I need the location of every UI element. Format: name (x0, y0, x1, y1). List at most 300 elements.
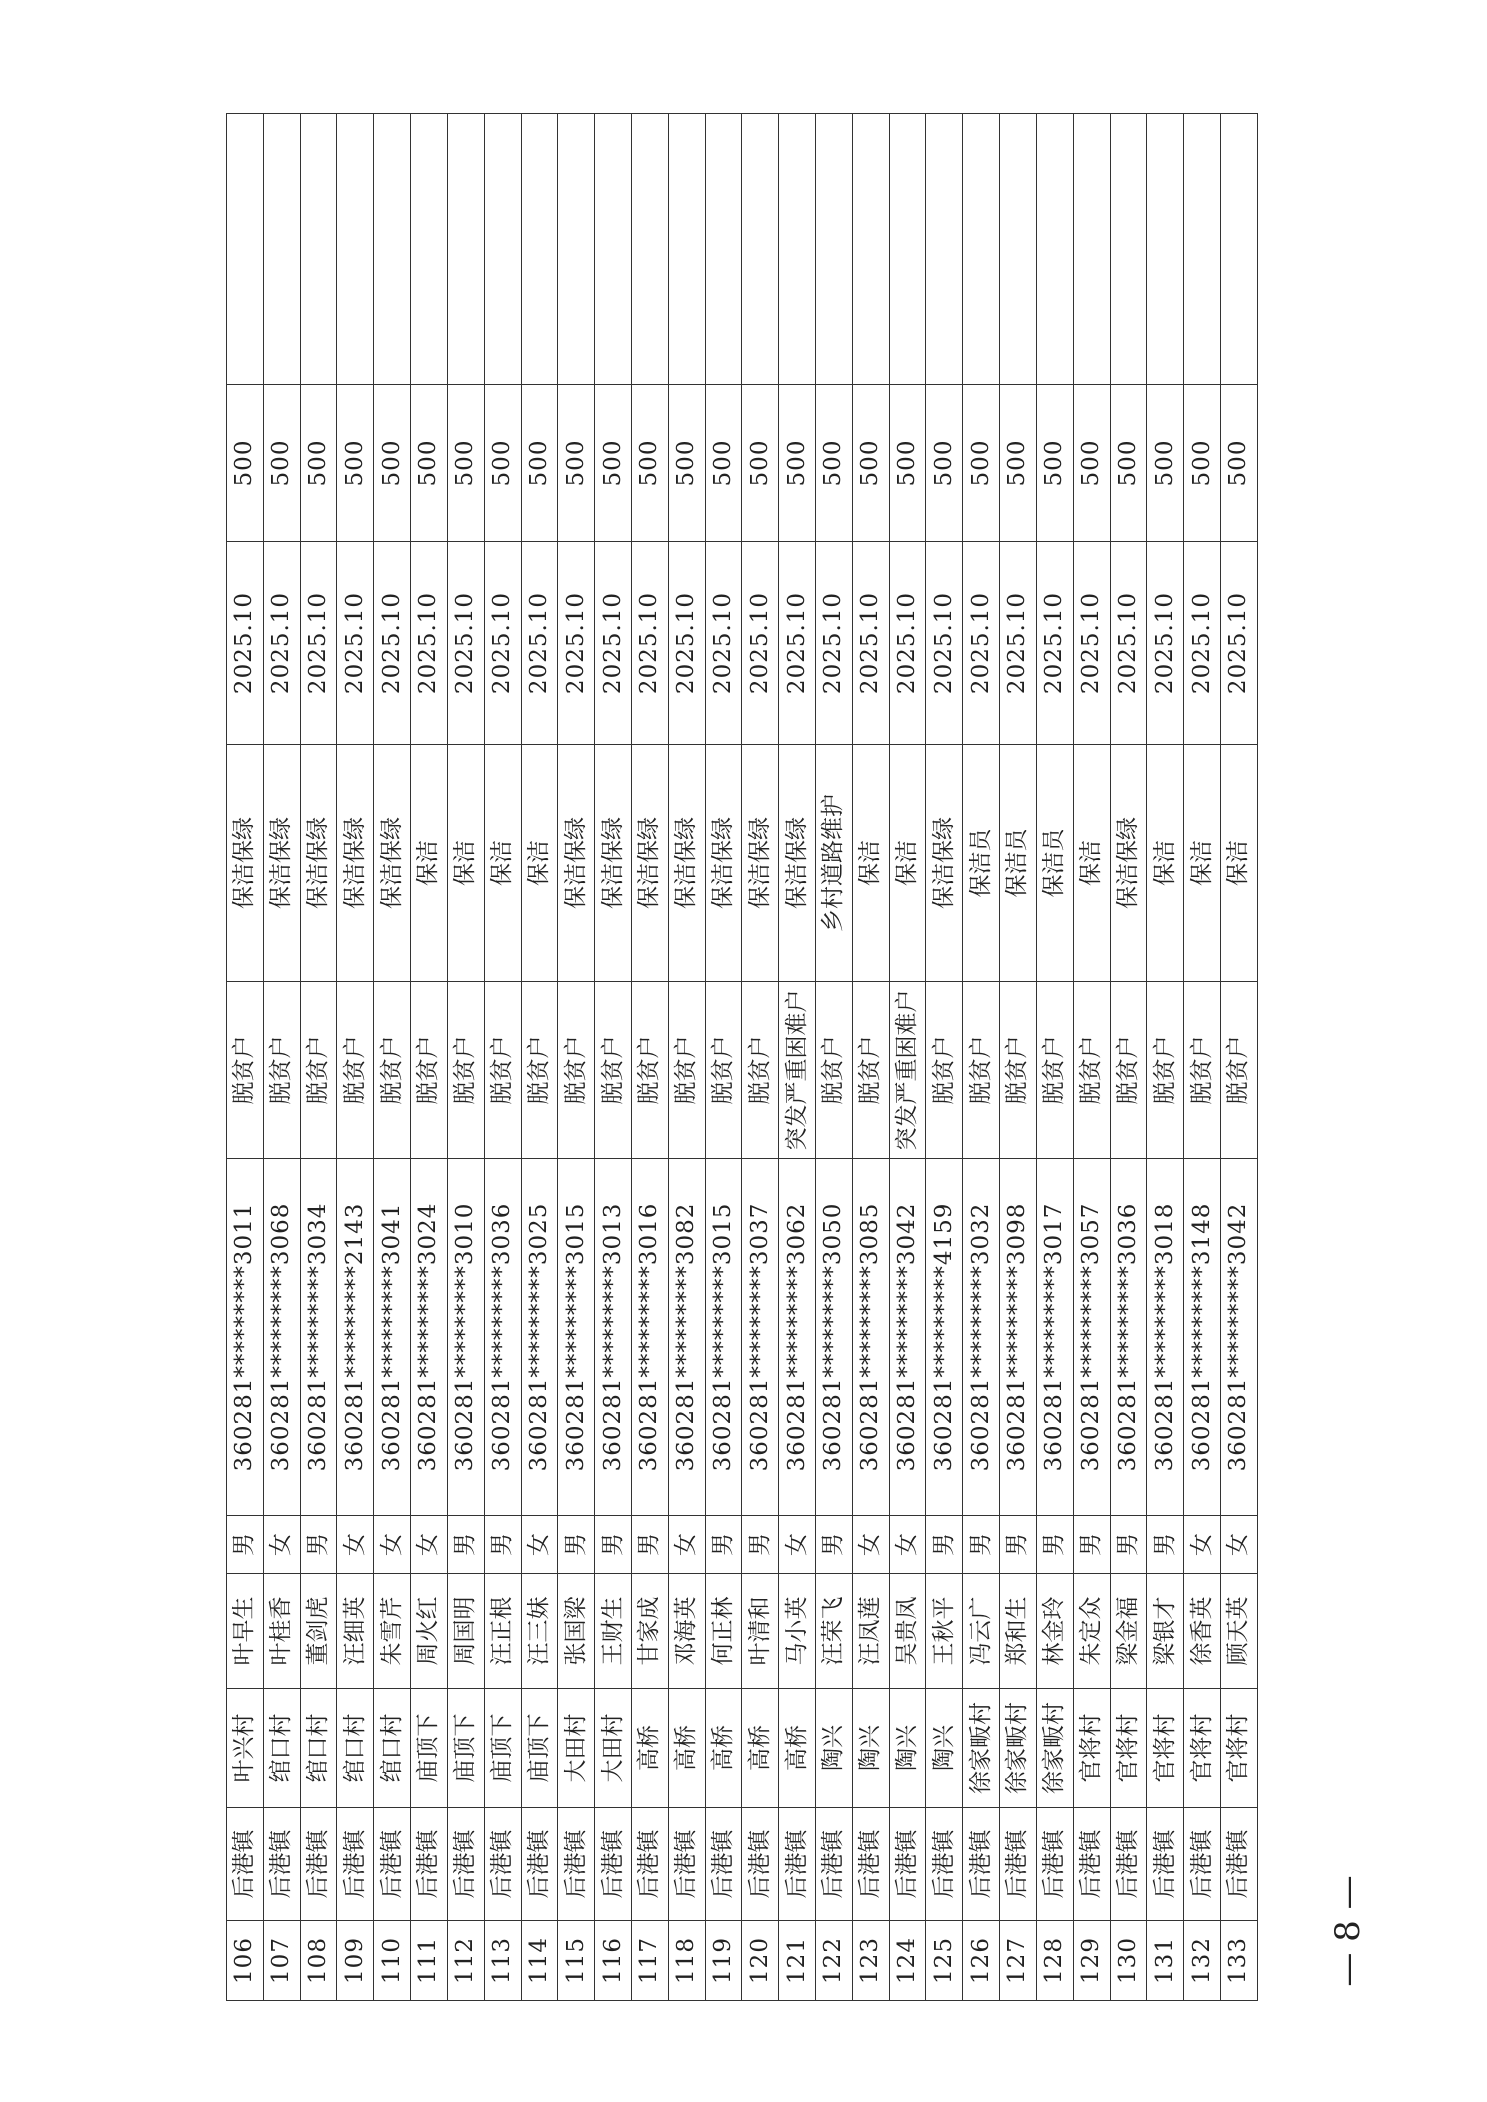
cell-village: 徐家畈村 (963, 1689, 1000, 1808)
cell-start-date: 2025.10 (1147, 542, 1184, 745)
cell-job-post: 保洁保绿 (595, 745, 632, 982)
cell-remark (742, 114, 779, 385)
cell-remark (668, 114, 705, 385)
cell-name: 汪凤莲 (852, 1574, 889, 1689)
cell-no: 133 (1220, 1921, 1257, 2001)
cell-job-post: 保洁 (889, 745, 926, 982)
cell-village: 庙顶下 (521, 1689, 558, 1808)
cell-household-category: 脱贫户 (484, 982, 521, 1159)
cell-remark (447, 114, 484, 385)
cell-name: 朱雪芹 (374, 1574, 411, 1689)
cell-id-number: 360281*********3068 (263, 1159, 300, 1516)
cell-remark (558, 114, 595, 385)
table-row (852, 114, 889, 2001)
cell-household-category: 脱贫户 (963, 982, 1000, 1159)
cell-job-post: 保洁 (1220, 745, 1257, 982)
table-row (926, 114, 963, 2001)
cell-job-post: 保洁 (484, 745, 521, 982)
cell-village: 大田村 (558, 1689, 595, 1808)
cell-name: 张国梁 (558, 1574, 595, 1689)
cell-town: 后港镇 (1036, 1808, 1073, 1921)
cell-name: 汪荣飞 (816, 1574, 853, 1689)
cell-town: 后港镇 (1110, 1808, 1147, 1921)
cell-no: 110 (374, 1921, 411, 2001)
cell-household-category: 脱贫户 (742, 982, 779, 1159)
cell-household-category: 脱贫户 (816, 982, 853, 1159)
cell-job-post: 保洁 (852, 745, 889, 982)
cell-start-date: 2025.10 (1220, 542, 1257, 745)
table-row (816, 114, 853, 2001)
cell-town: 后港镇 (668, 1808, 705, 1921)
cell-start-date: 2025.10 (263, 542, 300, 745)
cell-name: 周火红 (411, 1574, 448, 1689)
cell-household-category: 脱贫户 (705, 982, 742, 1159)
cell-gender: 女 (374, 1516, 411, 1574)
cell-town: 后港镇 (631, 1808, 668, 1921)
cell-town: 后港镇 (1000, 1808, 1037, 1921)
cell-start-date: 2025.10 (852, 542, 889, 745)
cell-village: 高桥 (668, 1689, 705, 1808)
cell-village: 庙顶下 (484, 1689, 521, 1808)
cell-remark (227, 114, 264, 385)
cell-no: 107 (263, 1921, 300, 2001)
cell-village: 陶兴 (926, 1689, 963, 1808)
cell-name: 汪正根 (484, 1574, 521, 1689)
cell-job-post: 保洁 (1147, 745, 1184, 982)
cell-remark (1147, 114, 1184, 385)
cell-village: 徐家畈村 (1000, 1689, 1037, 1808)
cell-household-category: 突发严重困难户 (779, 982, 816, 1159)
cell-name: 马小英 (779, 1574, 816, 1689)
table-row (889, 114, 926, 2001)
cell-town: 后港镇 (374, 1808, 411, 1921)
cell-village: 官将村 (1184, 1689, 1221, 1808)
cell-id-number: 360281*********3148 (1184, 1159, 1221, 1516)
cell-gender: 男 (447, 1516, 484, 1574)
cell-start-date: 2025.10 (1184, 542, 1221, 745)
cell-remark (1000, 114, 1037, 385)
cell-start-date: 2025.10 (374, 542, 411, 745)
cell-id-number: 360281*********2143 (337, 1159, 374, 1516)
table-row (595, 114, 632, 2001)
cell-town: 后港镇 (484, 1808, 521, 1921)
cell-household-category: 脱贫户 (595, 982, 632, 1159)
cell-town: 后港镇 (263, 1808, 300, 1921)
cell-id-number: 360281*********3011 (227, 1159, 264, 1516)
cell-job-post: 保洁保绿 (926, 745, 963, 982)
cell-job-post: 保洁保绿 (263, 745, 300, 982)
cell-village: 高桥 (631, 1689, 668, 1808)
cell-remark (1036, 114, 1073, 385)
table-row (1073, 114, 1110, 2001)
cell-id-number: 360281*********3042 (1220, 1159, 1257, 1516)
cell-remark (1110, 114, 1147, 385)
cell-subsidy-amount: 500 (484, 385, 521, 542)
cell-subsidy-amount: 500 (742, 385, 779, 542)
table-row (263, 114, 300, 2001)
cell-start-date: 2025.10 (521, 542, 558, 745)
cell-village: 绾口村 (374, 1689, 411, 1808)
cell-subsidy-amount: 500 (926, 385, 963, 542)
cell-gender: 男 (1036, 1516, 1073, 1574)
cell-remark (1184, 114, 1221, 385)
cell-id-number: 360281*********3015 (558, 1159, 595, 1516)
cell-village: 官将村 (1110, 1689, 1147, 1808)
cell-job-post: 保洁员 (1000, 745, 1037, 982)
cell-start-date: 2025.10 (963, 542, 1000, 745)
cell-id-number: 360281*********3015 (705, 1159, 742, 1516)
cell-start-date: 2025.10 (411, 542, 448, 745)
cell-subsidy-amount: 500 (1110, 385, 1147, 542)
cell-town: 后港镇 (337, 1808, 374, 1921)
cell-job-post: 保洁保绿 (705, 745, 742, 982)
cell-start-date: 2025.10 (889, 542, 926, 745)
cell-gender: 男 (742, 1516, 779, 1574)
cell-subsidy-amount: 500 (963, 385, 1000, 542)
cell-start-date: 2025.10 (447, 542, 484, 745)
cell-town: 后港镇 (558, 1808, 595, 1921)
cell-household-category: 脱贫户 (1073, 982, 1110, 1159)
cell-id-number: 360281*********3018 (1147, 1159, 1184, 1516)
cell-job-post: 保洁保绿 (631, 745, 668, 982)
cell-subsidy-amount: 500 (705, 385, 742, 542)
cell-village: 庙顶下 (447, 1689, 484, 1808)
cell-job-post: 保洁 (411, 745, 448, 982)
cell-subsidy-amount: 500 (1036, 385, 1073, 542)
cell-gender: 男 (227, 1516, 264, 1574)
cell-gender: 男 (595, 1516, 632, 1574)
cell-remark (852, 114, 889, 385)
cell-gender: 女 (852, 1516, 889, 1574)
cell-subsidy-amount: 500 (1000, 385, 1037, 542)
cell-job-post: 保洁 (1184, 745, 1221, 982)
cell-household-category: 脱贫户 (300, 982, 337, 1159)
cell-job-post: 保洁员 (1036, 745, 1073, 982)
cell-job-post: 保洁保绿 (558, 745, 595, 982)
cell-gender: 女 (337, 1516, 374, 1574)
cell-subsidy-amount: 500 (374, 385, 411, 542)
cell-no: 127 (1000, 1921, 1037, 2001)
cell-id-number: 360281*********3085 (852, 1159, 889, 1516)
cell-remark (779, 114, 816, 385)
cell-job-post: 保洁 (447, 745, 484, 982)
cell-town: 后港镇 (1073, 1808, 1110, 1921)
cell-village: 大田村 (595, 1689, 632, 1808)
cell-name: 汪三妹 (521, 1574, 558, 1689)
cell-name: 甘家成 (631, 1574, 668, 1689)
cell-remark (705, 114, 742, 385)
cell-household-category: 脱贫户 (447, 982, 484, 1159)
cell-name: 冯云广 (963, 1574, 1000, 1689)
cell-village: 绾口村 (300, 1689, 337, 1808)
cell-household-category: 脱贫户 (1000, 982, 1037, 1159)
cell-no: 125 (926, 1921, 963, 2001)
cell-job-post: 保洁员 (963, 745, 1000, 982)
cell-name: 周国明 (447, 1574, 484, 1689)
cell-gender: 男 (926, 1516, 963, 1574)
cell-household-category: 脱贫户 (227, 982, 264, 1159)
cell-start-date: 2025.10 (816, 542, 853, 745)
cell-town: 后港镇 (816, 1808, 853, 1921)
table-row (1184, 114, 1221, 2001)
cell-no: 108 (300, 1921, 337, 2001)
cell-gender: 女 (521, 1516, 558, 1574)
cell-village: 绾口村 (337, 1689, 374, 1808)
cell-remark (926, 114, 963, 385)
cell-id-number: 360281*********3042 (889, 1159, 926, 1516)
cell-town: 后港镇 (742, 1808, 779, 1921)
cell-job-post: 保洁保绿 (779, 745, 816, 982)
cell-remark (595, 114, 632, 385)
cell-household-category: 脱贫户 (263, 982, 300, 1159)
cell-no: 117 (631, 1921, 668, 2001)
table-row (963, 114, 1000, 2001)
table-row (300, 114, 337, 2001)
cell-no: 132 (1184, 1921, 1221, 2001)
table-row (1220, 114, 1257, 2001)
cell-name: 梁银才 (1147, 1574, 1184, 1689)
table-row (779, 114, 816, 2001)
cell-no: 116 (595, 1921, 632, 2001)
cell-household-category: 脱贫户 (374, 982, 411, 1159)
cell-household-category: 脱贫户 (852, 982, 889, 1159)
cell-no: 130 (1110, 1921, 1147, 2001)
cell-start-date: 2025.10 (1073, 542, 1110, 745)
table-row (447, 114, 484, 2001)
roster-table (226, 113, 1258, 2001)
cell-name: 邓海英 (668, 1574, 705, 1689)
cell-gender: 女 (1184, 1516, 1221, 1574)
cell-subsidy-amount: 500 (779, 385, 816, 542)
cell-gender: 男 (816, 1516, 853, 1574)
roster-table-container (226, 114, 1258, 2001)
cell-name: 王秋平 (926, 1574, 963, 1689)
cell-household-category: 脱贫户 (1036, 982, 1073, 1159)
cell-village: 陶兴 (889, 1689, 926, 1808)
cell-name: 叶清和 (742, 1574, 779, 1689)
cell-id-number: 360281*********3037 (742, 1159, 779, 1516)
cell-id-number: 360281*********3036 (484, 1159, 521, 1516)
cell-id-number: 360281*********3024 (411, 1159, 448, 1516)
cell-town: 后港镇 (852, 1808, 889, 1921)
cell-remark (816, 114, 853, 385)
cell-no: 115 (558, 1921, 595, 2001)
cell-no: 123 (852, 1921, 889, 2001)
cell-start-date: 2025.10 (1110, 542, 1147, 745)
cell-household-category: 脱贫户 (1110, 982, 1147, 1159)
cell-gender: 男 (705, 1516, 742, 1574)
cell-id-number: 360281*********3025 (521, 1159, 558, 1516)
cell-job-post: 保洁保绿 (374, 745, 411, 982)
cell-start-date: 2025.10 (300, 542, 337, 745)
cell-no: 122 (816, 1921, 853, 2001)
cell-household-category: 脱贫户 (521, 982, 558, 1159)
cell-town: 后港镇 (779, 1808, 816, 1921)
cell-name: 何正林 (705, 1574, 742, 1689)
table-row (484, 114, 521, 2001)
cell-household-category: 脱贫户 (558, 982, 595, 1159)
roster-table-body (227, 114, 1258, 2001)
cell-village: 陶兴 (816, 1689, 853, 1808)
cell-remark (889, 114, 926, 385)
cell-gender: 女 (1220, 1516, 1257, 1574)
cell-gender: 女 (411, 1516, 448, 1574)
cell-job-post: 保洁保绿 (668, 745, 705, 982)
cell-no: 118 (668, 1921, 705, 2001)
cell-job-post: 保洁保绿 (300, 745, 337, 982)
cell-id-number: 360281*********3041 (374, 1159, 411, 1516)
cell-household-category: 脱贫户 (631, 982, 668, 1159)
cell-id-number: 360281*********3082 (668, 1159, 705, 1516)
cell-gender: 女 (889, 1516, 926, 1574)
cell-job-post: 保洁保绿 (742, 745, 779, 982)
cell-start-date: 2025.10 (742, 542, 779, 745)
cell-no: 112 (447, 1921, 484, 2001)
cell-name: 汪细英 (337, 1574, 374, 1689)
table-row (742, 114, 779, 2001)
cell-name: 朱定众 (1073, 1574, 1110, 1689)
cell-remark (300, 114, 337, 385)
table-row (631, 114, 668, 2001)
cell-town: 后港镇 (1147, 1808, 1184, 1921)
cell-no: 128 (1036, 1921, 1073, 2001)
cell-id-number: 360281*********3098 (1000, 1159, 1037, 1516)
cell-gender: 男 (963, 1516, 1000, 1574)
cell-gender: 男 (631, 1516, 668, 1574)
cell-gender: 男 (300, 1516, 337, 1574)
table-row (1147, 114, 1184, 2001)
cell-village: 绾口村 (263, 1689, 300, 1808)
cell-id-number: 360281*********3010 (447, 1159, 484, 1516)
cell-subsidy-amount: 500 (889, 385, 926, 542)
cell-town: 后港镇 (889, 1808, 926, 1921)
cell-id-number: 360281*********3016 (631, 1159, 668, 1516)
cell-village: 高桥 (742, 1689, 779, 1808)
cell-start-date: 2025.10 (779, 542, 816, 745)
cell-household-category: 脱贫户 (1184, 982, 1221, 1159)
cell-village: 官将村 (1147, 1689, 1184, 1808)
cell-household-category: 脱贫户 (1220, 982, 1257, 1159)
table-row (1036, 114, 1073, 2001)
cell-subsidy-amount: 500 (337, 385, 374, 542)
cell-town: 后港镇 (227, 1808, 264, 1921)
cell-id-number: 360281*********3017 (1036, 1159, 1073, 1516)
cell-job-post: 保洁保绿 (337, 745, 374, 982)
cell-start-date: 2025.10 (1036, 542, 1073, 745)
cell-remark (631, 114, 668, 385)
cell-town: 后港镇 (926, 1808, 963, 1921)
cell-gender: 女 (779, 1516, 816, 1574)
cell-no: 109 (337, 1921, 374, 2001)
table-row (227, 114, 264, 2001)
cell-village: 高桥 (779, 1689, 816, 1808)
cell-id-number: 360281*********3034 (300, 1159, 337, 1516)
table-row (411, 114, 448, 2001)
cell-remark (263, 114, 300, 385)
cell-id-number: 360281*********3036 (1110, 1159, 1147, 1516)
cell-remark (963, 114, 1000, 385)
cell-remark (484, 114, 521, 385)
cell-name: 吴贵凤 (889, 1574, 926, 1689)
cell-id-number: 360281*********3050 (816, 1159, 853, 1516)
cell-id-number: 360281*********3057 (1073, 1159, 1110, 1516)
cell-job-post: 保洁保绿 (227, 745, 264, 982)
cell-name: 顾天英 (1220, 1574, 1257, 1689)
cell-gender: 男 (1147, 1516, 1184, 1574)
cell-household-category: 脱贫户 (926, 982, 963, 1159)
table-row (1000, 114, 1037, 2001)
cell-no: 129 (1073, 1921, 1110, 2001)
cell-start-date: 2025.10 (227, 542, 264, 745)
cell-no: 124 (889, 1921, 926, 2001)
cell-no: 106 (227, 1921, 264, 2001)
cell-village: 官将村 (1220, 1689, 1257, 1808)
table-row (337, 114, 374, 2001)
cell-id-number: 360281*********4159 (926, 1159, 963, 1516)
cell-gender: 女 (263, 1516, 300, 1574)
cell-remark (411, 114, 448, 385)
cell-job-post: 保洁 (521, 745, 558, 982)
table-row (705, 114, 742, 2001)
cell-household-category: 脱贫户 (411, 982, 448, 1159)
table-row (558, 114, 595, 2001)
cell-town: 后港镇 (705, 1808, 742, 1921)
cell-gender: 男 (1000, 1516, 1037, 1574)
cell-start-date: 2025.10 (558, 542, 595, 745)
cell-gender: 男 (1073, 1516, 1110, 1574)
cell-village: 徐家畈村 (1036, 1689, 1073, 1808)
cell-name: 梁金福 (1110, 1574, 1147, 1689)
cell-household-category: 脱贫户 (668, 982, 705, 1159)
cell-start-date: 2025.10 (595, 542, 632, 745)
cell-subsidy-amount: 500 (411, 385, 448, 542)
cell-village: 官将村 (1073, 1689, 1110, 1808)
cell-id-number: 360281*********3032 (963, 1159, 1000, 1516)
cell-name: 郑和生 (1000, 1574, 1037, 1689)
cell-gender: 男 (484, 1516, 521, 1574)
cell-no: 113 (484, 1921, 521, 2001)
cell-town: 后港镇 (447, 1808, 484, 1921)
cell-name: 徐香英 (1184, 1574, 1221, 1689)
cell-name: 董剑虎 (300, 1574, 337, 1689)
cell-remark (337, 114, 374, 385)
cell-name: 叶桂香 (263, 1574, 300, 1689)
cell-subsidy-amount: 500 (1220, 385, 1257, 542)
cell-household-category: 脱贫户 (337, 982, 374, 1159)
cell-name: 林金玲 (1036, 1574, 1073, 1689)
cell-start-date: 2025.10 (337, 542, 374, 745)
cell-job-post: 保洁 (1073, 745, 1110, 982)
cell-subsidy-amount: 500 (1147, 385, 1184, 542)
cell-subsidy-amount: 500 (558, 385, 595, 542)
cell-remark (1073, 114, 1110, 385)
cell-no: 120 (742, 1921, 779, 2001)
cell-job-post: 乡村道路维护 (816, 745, 853, 982)
cell-no: 121 (779, 1921, 816, 2001)
cell-village: 陶兴 (852, 1689, 889, 1808)
cell-gender: 女 (668, 1516, 705, 1574)
cell-town: 后港镇 (963, 1808, 1000, 1921)
cell-town: 后港镇 (300, 1808, 337, 1921)
cell-subsidy-amount: 500 (1184, 385, 1221, 542)
cell-subsidy-amount: 500 (521, 385, 558, 542)
cell-village: 高桥 (705, 1689, 742, 1808)
cell-remark (1220, 114, 1257, 385)
cell-job-post: 保洁保绿 (1110, 745, 1147, 982)
cell-town: 后港镇 (595, 1808, 632, 1921)
cell-gender: 男 (558, 1516, 595, 1574)
cell-remark (374, 114, 411, 385)
